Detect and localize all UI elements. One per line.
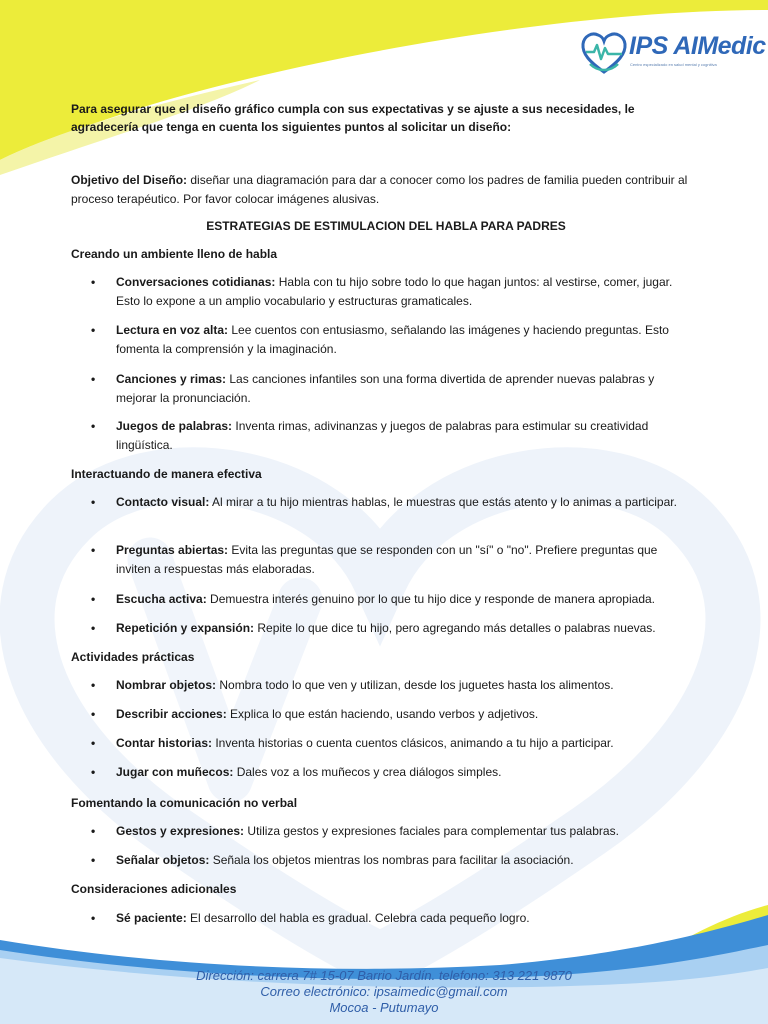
item-label: Juegos de palabras: [116,419,233,433]
bullet-icon: • [91,495,96,509]
item-text: Evita las preguntas que se responden con un "sí" o "no". Prefiere preguntas que inviten a respuestas más elaboradas. [116,543,658,576]
page-title: ESTRATEGIAS DE ESTIMULACION DEL HABLA PARA PADRES [206,219,566,233]
item-text: Las canciones infantiles son una forma divertida de aprender nuevas palabras y mejorar la pronunciación. [116,372,655,405]
item-text: Utiliza gestos y expresiones faciales para complementar tus palabras. [244,824,619,838]
list-item [91,822,691,841]
bullet-icon: • [91,419,96,433]
item-label: Nombrar objetos: [116,678,217,692]
list-item [91,909,691,928]
item-text: Explica lo que están haciendo, usando verbos y adjetivos. [226,707,539,721]
item-label: Lectura en voz alta: [116,323,229,337]
item-label: Contar historias: [116,736,213,750]
item-label: Escucha activa: [116,592,207,606]
list-item [91,619,691,638]
objective-label: Objetivo del Diseño: [71,173,188,187]
item-label: Sé paciente: [116,911,187,925]
bullet-icon: • [91,543,96,557]
item-text: El desarrollo del habla es gradual. Celebra cada pequeño logro. [186,911,530,925]
bullet-icon: • [91,621,96,635]
bullet-icon: • [91,372,96,386]
objective-paragraph [71,171,701,209]
section-heading: Consideraciones adicionales [71,882,237,896]
list-item [91,734,691,753]
list-item [91,763,691,782]
section-heading: Interactuando de manera efectiva [71,467,262,481]
item-text: Demuestra interés genuino por lo que tu hijo dice y responde de manera apropiada. [206,592,656,606]
bullet-icon: • [91,707,96,721]
footer-email: Correo electrónico: ipsaimedic@gmail.com [260,984,508,999]
section-heading: Fomentando la comunicación no verbal [71,796,298,810]
item-text: Señala los objetos mientras los nombras para facilitar la asociación. [209,853,574,867]
item-label: Contacto visual: [116,495,210,509]
item-text: Inventa historias o cuenta cuentos clásicos, animando a tu hijo a participar. [212,736,614,750]
item-text: Al mirar a tu hijo mientras hablas, le muestras que estás atento y lo animas a participar. [209,495,677,509]
bullet-icon: • [91,275,96,289]
list-item [91,851,691,870]
section-heading: Actividades prácticas [71,650,195,664]
footer-address: Dirección: carrera 7# 15-07 Barrio Jardín. telefono: 313 221 9870 [196,968,572,983]
section-heading: Creando un ambiente lleno de habla [71,247,278,261]
list-item [91,705,691,724]
bullet-icon: • [91,853,96,867]
item-text: Lee cuentos con entusiasmo, señalando las imágenes y haciendo preguntas. Esto fomenta la comprensión y la imaginación. [116,323,669,356]
item-label: Repetición y expansión: [116,621,255,635]
intro-paragraph: Para asegurar que el diseño gráfico cumpla con sus expectativas y se ajuste a sus necesidades, le agradecería que tenga en cuenta los siguientes puntos al solicitar un diseño: [71,102,635,134]
item-label: Jugar con muñecos: [116,765,234,779]
item-label: Gestos y expresiones: [116,824,245,838]
list-item [91,676,691,695]
item-label: Señalar objetos: [116,853,210,867]
brand-name: IPS AIMedic [629,32,766,60]
item-text: Repite lo que dice tu hijo, pero agregando más detalles o palabras nuevas. [254,621,656,635]
bullet-icon: • [91,592,96,606]
list-item [91,541,691,579]
brand-logo [580,28,766,76]
footer-city: Mocoa - Putumayo [329,1000,439,1015]
objective-text: diseñar una diagramación para dar a conocer como los padres de familia pueden contribuir al proceso terapéutico. Por favor colocar imágenes alusivas. [71,173,688,206]
bullet-icon: • [91,323,96,337]
brand-tagline: Centro especializado en salud mental y cognitiva [630,62,717,67]
bullet-icon: • [91,911,96,925]
item-label: Describir acciones: [116,707,227,721]
list-item [91,590,691,609]
bullet-icon: • [91,824,96,838]
yellow-swoosh-top [0,0,768,160]
bullet-icon: • [91,765,96,779]
item-label: Preguntas abiertas: [116,543,229,557]
list-item [91,273,691,311]
bullet-icon: • [91,736,96,750]
item-label: Conversaciones cotidianas: [116,275,276,289]
item-text: Inventa rimas, adivinanzas y juegos de palabras para estimular su creatividad lingüística. [116,419,649,452]
item-text: Nombra todo lo que ven y utilizan, desde los juguetes hasta los alimentos. [216,678,614,692]
list-item [91,321,691,359]
list-item [91,493,691,512]
item-label: Canciones y rimas: [116,372,227,386]
list-item [91,370,691,408]
item-text: Dales voz a los muñecos y crea diálogos simples. [233,765,502,779]
bullet-icon: • [91,678,96,692]
list-item [91,417,691,455]
heart-pulse-icon [580,28,628,76]
item-text: Habla con tu hijo sobre todo lo que hagan juntos: al vestirse, comer, jugar. Esto lo expone a un amplio vocabulario y estructuras gramaticales. [116,275,673,308]
